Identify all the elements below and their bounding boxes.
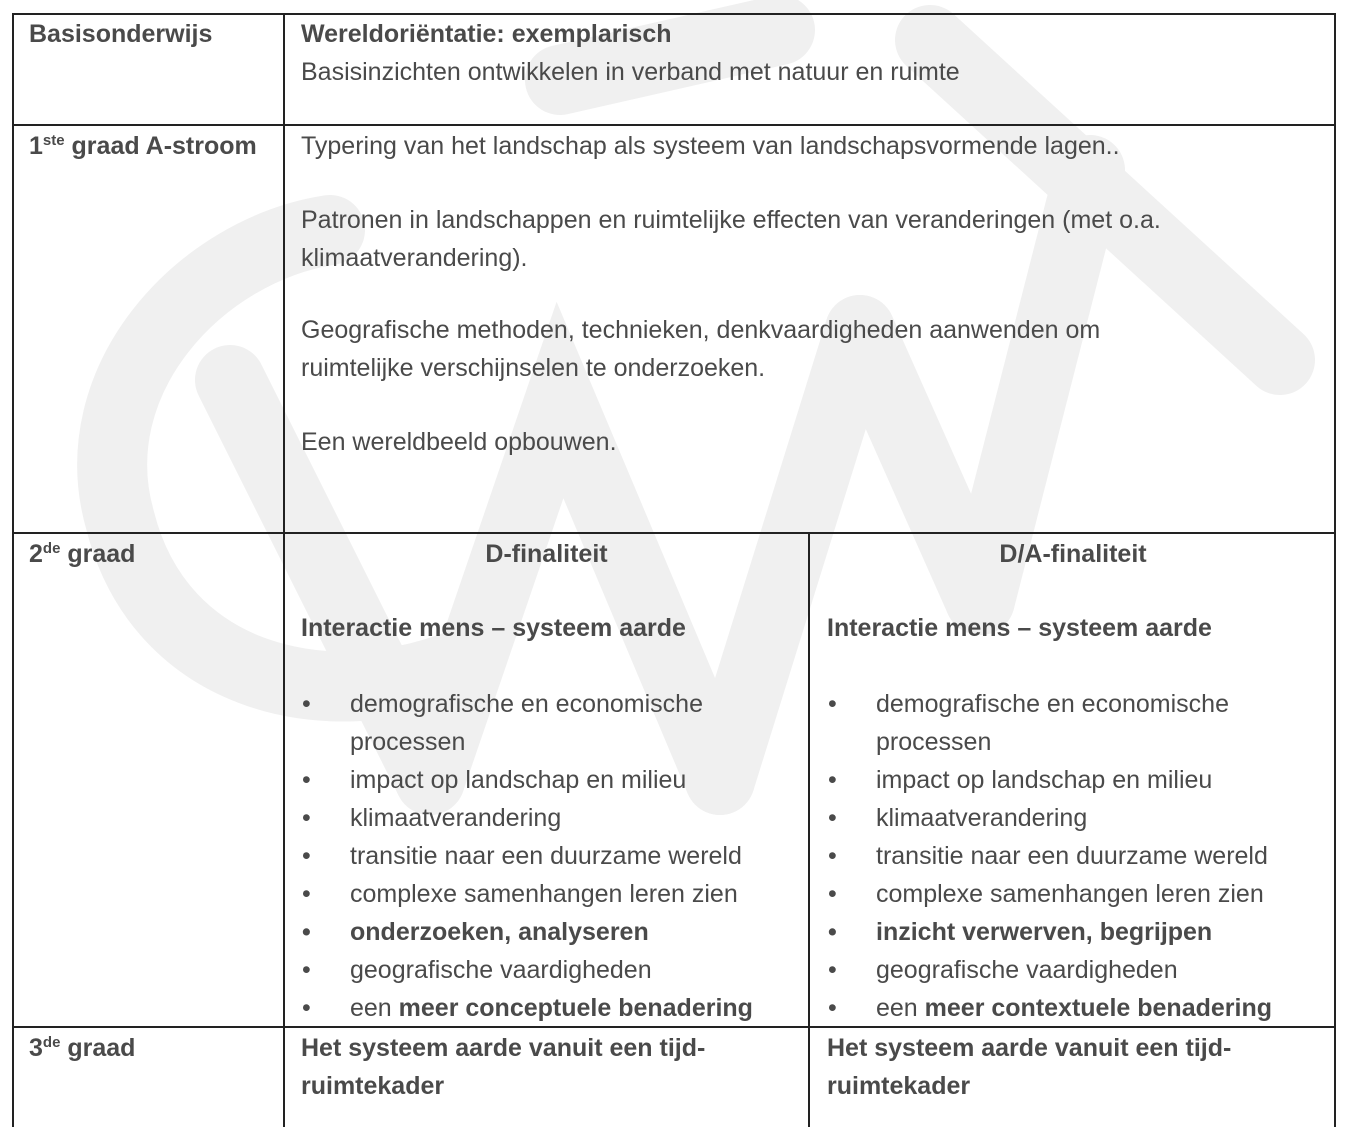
graad1-paragraph-2-line2: klimaatverandering). <box>301 244 528 272</box>
list-item: • klimaatverandering <box>828 799 1272 837</box>
list-item: • een meer contextuele benadering <box>828 989 1272 1027</box>
graad3-da-line2: ruimtekader <box>827 1072 971 1100</box>
graad3-d-line1: Het systeem aarde vanuit een tijd- <box>301 1034 706 1062</box>
list-item-continuation: processen <box>876 728 992 756</box>
list-item: • transitie naar een duurzame wereld <box>828 837 1272 875</box>
list-item: • transitie naar een duurzame wereld <box>302 837 753 875</box>
list-item: • complexe samenhangen leren zien <box>828 875 1272 913</box>
row-label-basisonderwijs: Basisonderwijs <box>29 20 213 48</box>
row-label-graad1: 1ste graad A-stroom <box>29 132 257 160</box>
d-finaliteit-list <box>302 685 753 1027</box>
list-item: • geografische vaardigheden <box>828 951 1272 989</box>
basis-title: Wereldoriëntatie: exemplarisch <box>301 20 672 48</box>
list-item: • onderzoeken, analyseren <box>302 913 753 951</box>
column-divider <box>808 533 810 1127</box>
row-divider <box>12 124 1336 126</box>
list-item: • klimaatverandering <box>302 799 753 837</box>
list-item: • impact op landschap en milieu <box>828 761 1272 799</box>
graad1-paragraph-3-line2: ruimtelijke verschijnselen te onderzoeken. <box>301 354 766 382</box>
list-item: • demografische en economische <box>302 685 753 723</box>
graad1-paragraph-3-line1: Geografische methoden, technieken, denkvaardigheden aanwenden om <box>301 316 1101 344</box>
d-finaliteit-heading: D-finaliteit <box>485 540 608 568</box>
basis-text: Basisinzichten ontwikkelen in verband met natuur en ruimte <box>301 58 960 86</box>
list-item-continuation: processen <box>350 728 466 756</box>
row-divider <box>12 532 1336 534</box>
da-finaliteit-heading: D/A-finaliteit <box>999 540 1147 568</box>
d-finaliteit-subheading: Interactie mens – systeem aarde <box>301 614 686 642</box>
list-item: • geografische vaardigheden <box>302 951 753 989</box>
da-finaliteit-list <box>828 685 1272 1027</box>
graad1-paragraph-1: Typering van het landschap als systeem van landschapsvormende lagen.. <box>301 132 1120 160</box>
row-label-graad2: 2de graad <box>29 540 136 568</box>
graad3-da-line1: Het systeem aarde vanuit een tijd- <box>827 1034 1232 1062</box>
graad1-paragraph-2-line1: Patronen in landschappen en ruimtelijke effecten van veranderingen (met o.a. <box>301 206 1161 234</box>
graad1-paragraph-4: Een wereldbeeld opbouwen. <box>301 428 617 456</box>
da-finaliteit-subheading: Interactie mens – systeem aarde <box>827 614 1212 642</box>
row-label-graad3: 3de graad <box>29 1034 136 1062</box>
list-item: • demografische en economische <box>828 685 1272 723</box>
graad3-d-line2: ruimtekader <box>301 1072 445 1100</box>
list-item: • complexe samenhangen leren zien <box>302 875 753 913</box>
list-item: • inzicht verwerven, begrijpen <box>828 913 1272 951</box>
list-item: • impact op landschap en milieu <box>302 761 753 799</box>
list-item: • een meer conceptuele benadering <box>302 989 753 1027</box>
